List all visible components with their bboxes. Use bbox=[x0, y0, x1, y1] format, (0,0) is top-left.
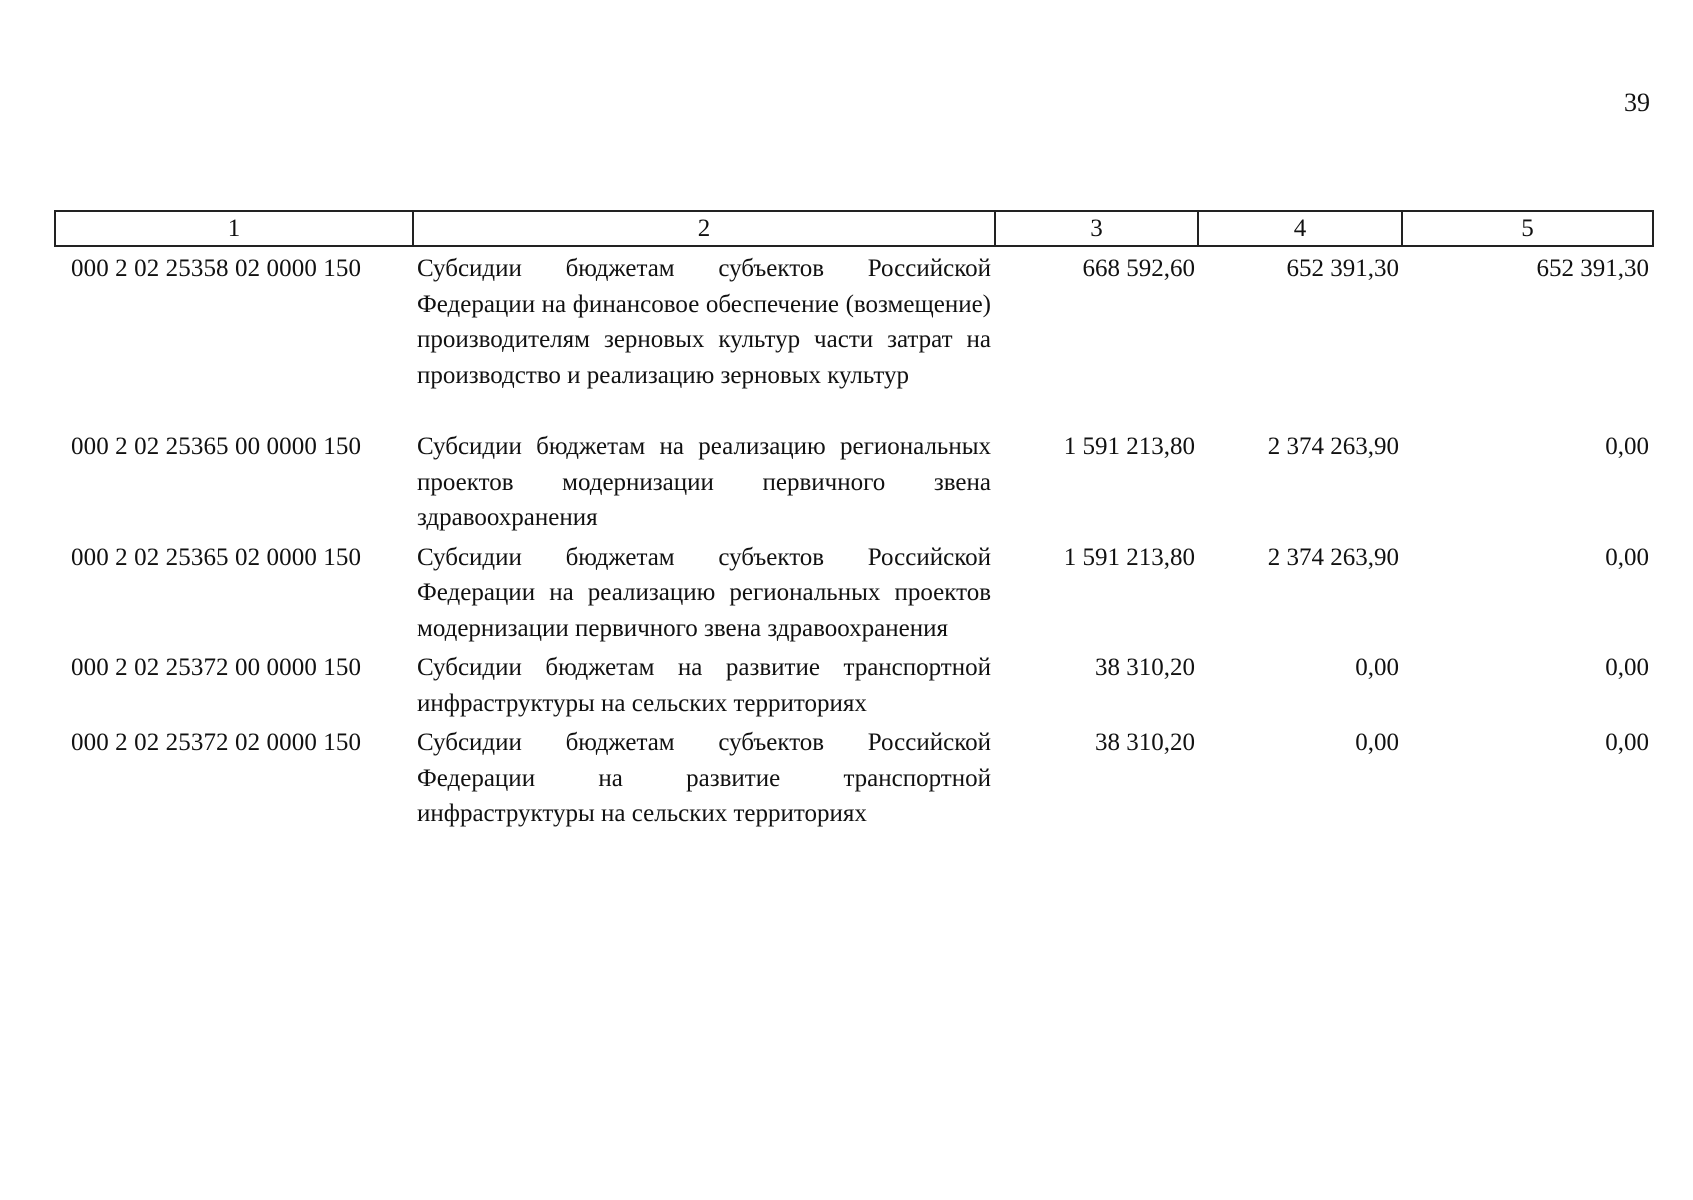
value-col4: 2 374 263,90 bbox=[1267, 543, 1399, 571]
row-description: Субсидии бюджетам субъектов Российской Федерации на развитие транспортной инфраструктуры на сельских территориях bbox=[417, 729, 991, 827]
column-header-5: 5 bbox=[1402, 211, 1653, 246]
table-row bbox=[55, 721, 1653, 832]
value-col5: 0,00 bbox=[1605, 433, 1649, 460]
column-header-2: 2 bbox=[413, 211, 995, 246]
column-header-1: 1 bbox=[55, 211, 413, 246]
table-row bbox=[55, 425, 1653, 536]
table-row bbox=[55, 646, 1653, 721]
budget-table bbox=[54, 210, 1654, 832]
budget-code: 000 2 02 25365 00 0000 150 bbox=[71, 433, 362, 460]
budget-code: 000 2 02 25372 00 0000 150 bbox=[71, 654, 362, 681]
value-col4: 652 391,30 bbox=[1286, 255, 1399, 282]
value-col5: 0,00 bbox=[1605, 729, 1649, 756]
row-description: Субсидии бюджетам на реализацию региональных проектов модернизации первичного звена здравоохранения bbox=[417, 433, 991, 531]
value-col5: 0,00 bbox=[1605, 654, 1649, 681]
column-header-3: 3 bbox=[995, 211, 1198, 246]
row-description: Субсидии бюджетам субъектов Российской Федерации на финансовое обеспечение (возмещение) производителям зерновых культур части затрат на производство и реализацию зерновых культур bbox=[417, 255, 991, 389]
table-row bbox=[55, 536, 1653, 647]
budget-code: 000 2 02 25365 02 0000 150 bbox=[71, 543, 362, 571]
value-col3: 38 310,20 bbox=[1095, 729, 1195, 756]
value-col5: 652 391,30 bbox=[1536, 255, 1649, 282]
value-col3: 1 591 213,80 bbox=[1063, 433, 1195, 460]
page-number: 39 bbox=[1624, 88, 1650, 117]
value-col3: 668 592,60 bbox=[1082, 255, 1195, 282]
header-row bbox=[55, 211, 1653, 246]
budget-code: 000 2 02 25372 02 0000 150 bbox=[71, 729, 362, 756]
value-col3: 1 591 213,80 bbox=[1063, 543, 1195, 571]
table-header bbox=[55, 211, 1653, 246]
column-header-4: 4 bbox=[1198, 211, 1402, 246]
row-description: Субсидии бюджетам на развитие транспортной инфраструктуры на сельских территориях bbox=[417, 654, 991, 717]
value-col3: 38 310,20 bbox=[1095, 654, 1195, 681]
value-col4: 0,00 bbox=[1355, 654, 1399, 681]
table-row bbox=[55, 246, 1653, 425]
table-body bbox=[55, 246, 1653, 832]
row-description: Субсидии бюджетам субъектов Российской Федерации на реализацию региональных проектов модернизации первичного звена здравоохранения bbox=[417, 543, 991, 642]
value-col5: 0,00 bbox=[1605, 543, 1649, 571]
value-col4: 2 374 263,90 bbox=[1267, 433, 1399, 460]
budget-code: 000 2 02 25358 02 0000 150 bbox=[71, 255, 362, 282]
value-col4: 0,00 bbox=[1355, 729, 1399, 756]
